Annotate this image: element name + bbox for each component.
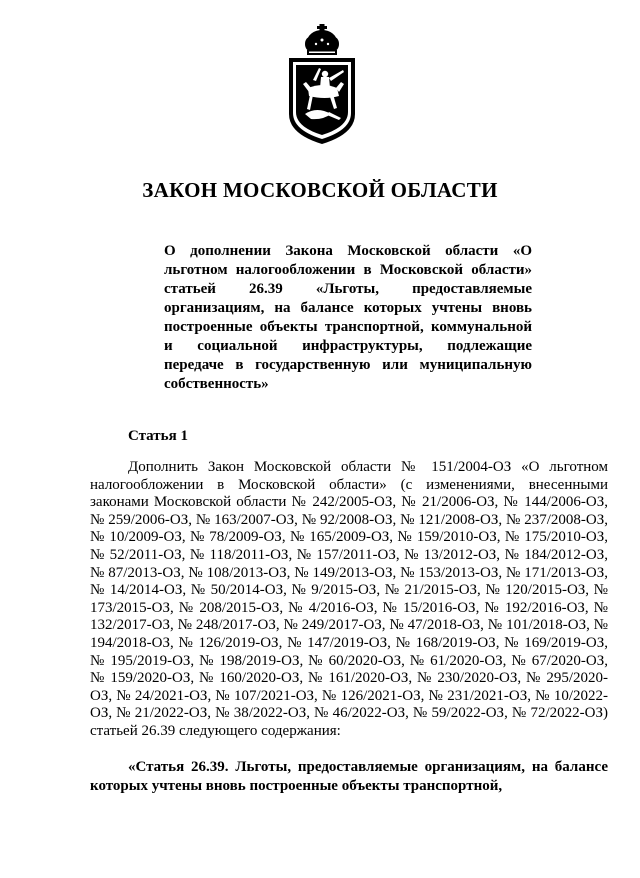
law-subject: О дополнении Закона Московской области «О льготном налогообложении в Московской области» статьей 26.39 «Льготы, предоставляемые организациям, на балансе которых учтены вновь построенные объекты транспортной, коммунальной и социальной инфраструктуры, подлежащие передаче в государственную или муниципальную собственность» <box>164 243 532 392</box>
article-body: Дополнить Закон Московской области № 151/2004-ОЗ «О льготном налогообложении в Московской области» (с изменениями, внесенными законами Московской области № 242/2005-ОЗ, № 21/2006-ОЗ, № 144/2006-ОЗ, № 259/2006-ОЗ, № 163/2007-ОЗ, № 92/2008-ОЗ, № 121/2008-ОЗ, № 237/2008-ОЗ, № 10/2009-ОЗ, № 78/2009-ОЗ, № 165/2009-ОЗ, № 159/2010-ОЗ, № 175/2010-ОЗ, № 52/2011-ОЗ, № 118/2011-ОЗ, № 157/2011-ОЗ, № 13/2012-ОЗ, № 184/2012-ОЗ, № 87/2013-ОЗ, № 108/2013-ОЗ, № 149/2013-ОЗ, № 153/2013-ОЗ, № 171/2013-ОЗ, № 14/2014-ОЗ, № 50/2014-ОЗ, № 9/2015-ОЗ, № 21/2015-ОЗ, № 120/2015-ОЗ, № 173/2015-ОЗ, № 208/2015-ОЗ, № 4/2016-ОЗ, № 15/2016-ОЗ, № 192/2016-ОЗ, № 132/2017-ОЗ, № 248/2017-ОЗ, № 249/2017-ОЗ, № 47/2018-ОЗ, № 101/2018-ОЗ, № 194/2018-ОЗ, № 126/2019-ОЗ, № 147/2019-ОЗ, № 168/2019-ОЗ, № 169/2019-ОЗ, № 195/2019-ОЗ, № 198/2019-ОЗ, № 60/2020-ОЗ, № 61/2020-ОЗ, № 67/2020-ОЗ, № 159/2020-ОЗ, № 160/2020-ОЗ, № 161/2020-ОЗ, № 230/2020-ОЗ, № 295/2020-ОЗ, № 24/2021-ОЗ, № 107/2021-ОЗ, № 126/2021-ОЗ, № 231/2021-ОЗ, № 10/2022-ОЗ, № 21/2022-ОЗ, № 38/2022-ОЗ, № 46/2022-ОЗ, № 59/2022-ОЗ, № 72/2022-ОЗ) статьей 26.39 следующего содержания: <box>90 459 608 739</box>
article-heading: Статья 1 <box>128 428 188 444</box>
document-title: ЗАКОН МОСКОВСКОЙ ОБЛАСТИ <box>142 178 498 202</box>
moscow-oblast-coat-of-arms-icon <box>283 22 361 146</box>
quoted-article-text: «Статья 26.39. Льготы, предоставляемые организациям, на балансе которых учтены вновь построенные объекты транспортной, <box>90 759 608 794</box>
